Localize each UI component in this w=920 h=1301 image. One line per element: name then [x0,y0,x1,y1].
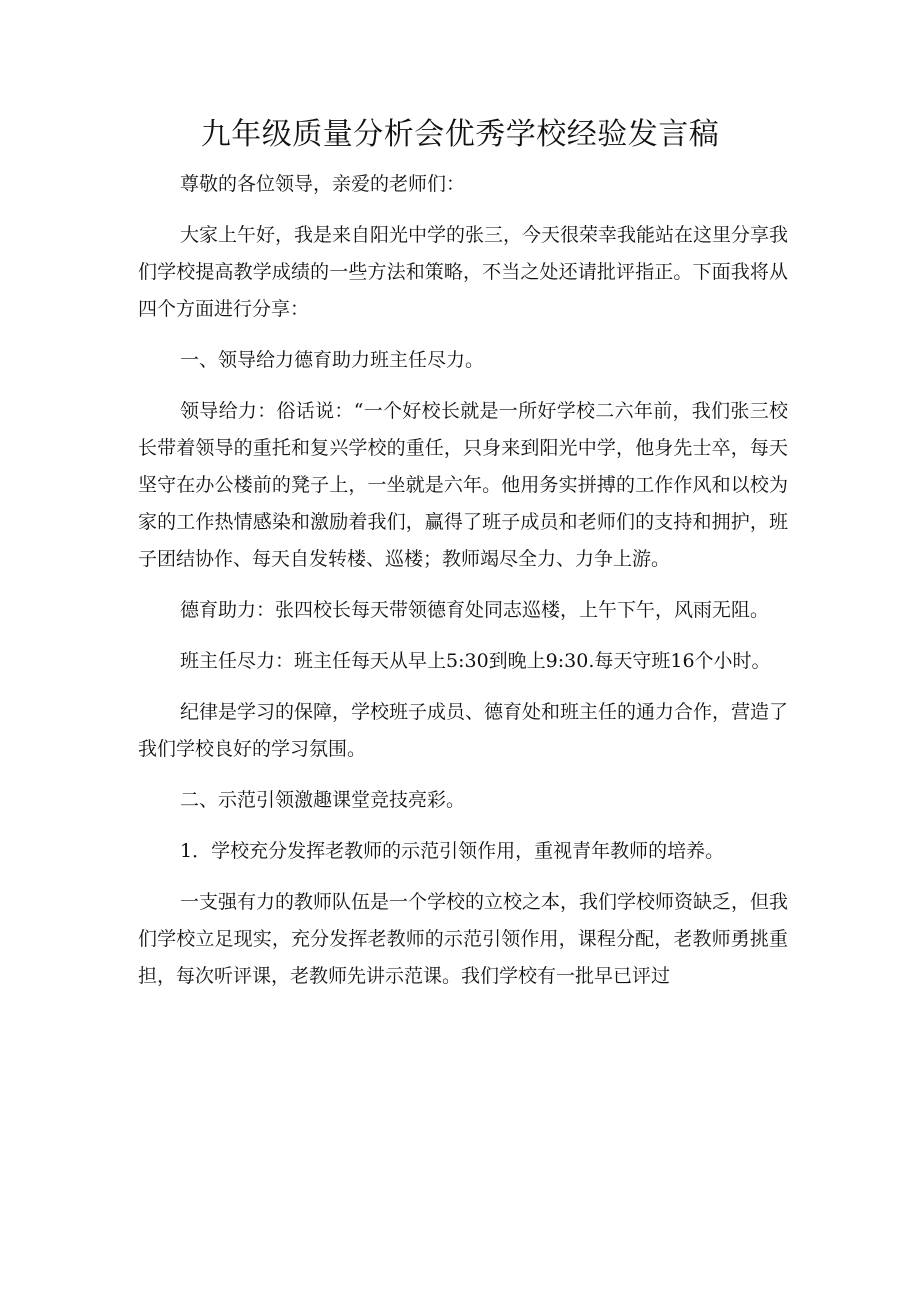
paragraph-opening: 大家上午好，我是来自阳光中学的张三，今天很荣幸我能站在这里分享我们学校提高教学成绩的一些方法和策略，不当之处还请批评指正。下面我将从四个方面进行分享： [138,224,789,320]
document-body [138,166,788,995]
subsection-heading-1: 1．学校充分发挥老教师的示范引领作用，重视青年教师的培养。 [180,840,725,862]
section-heading-2: 二、示范引领激趣课堂竞技亮彩。 [180,789,466,811]
paragraph-salutation: 尊敬的各位领导，亲爱的老师们： [180,173,466,195]
paragraph-head-teacher: 班主任尽力：班主任每天从早上5:30到晚上9:30.每天守班16个小时。 [180,650,771,672]
paragraph-leadership: 领导给力：俗话说：“一个好校长就是一所好学校二六年前，我们张三校长带着领导的重托和复兴学校的重任，只身来到阳光中学，他身先士卒，每天坚守在办公楼前的凳子上，一坐就是六年。他用务实拼搏的工作作风和以校为家的工作热情感染和激励着我们，赢得了班子成员和老师们的支持和拥护，班子团结协作、每天自发转楼、巡楼；教师竭尽全力、力争上游。 [138,400,788,570]
document-title: 九年级质量分析会优秀学校经验发言稿 [200,117,720,152]
section-heading-1: 一、领导给力德育助力班主任尽力。 [180,349,485,371]
paragraph-discipline: 纪律是学习的保障，学校班子成员、德育处和班主任的通力合作，营造了我们学校良好的学习氛围。 [138,701,789,760]
paragraph-moral-education: 德育助力：张四校长每天带领德育处同志巡楼，上午下午，风雨无阻。 [180,599,770,621]
paragraph-teacher-team: 一支强有力的教师队伍是一个学校的立校之本，我们学校师资缺乏，但我们学校立足现实，充分发挥老教师的示范引领作用，课程分配，老教师勇挑重担，每次听评课，老教师先讲示范课。我们学校有一批早已评过 [138,891,789,987]
